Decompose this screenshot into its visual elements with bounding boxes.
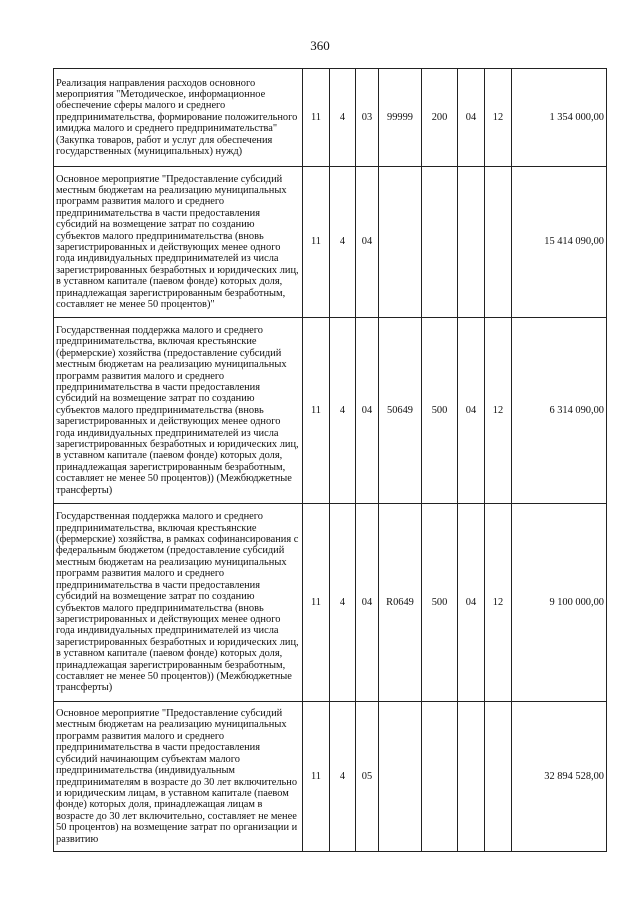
cell-subsection: 12 <box>485 318 512 504</box>
cell-amount: 1 354 000,00 <box>512 69 607 167</box>
cell-section: 04 <box>458 69 485 167</box>
cell-subsection <box>485 167 512 318</box>
cell-subsection: 12 <box>485 69 512 167</box>
cell-subprogram: 4 <box>330 69 356 167</box>
cell-direction: R0649 <box>379 504 422 702</box>
row-description: Реализация направления расходов основного мероприятия "Методическое, информационное обеспечение сферы малого и среднего предпринимательства, формирование положительного имиджа малого и среднего предпринимательства" (Закупка товаров, работ и услуг для обеспечения государственных (муниципальных) нужд) <box>54 69 303 167</box>
table-row <box>54 504 607 702</box>
cell-main-event: 04 <box>356 504 379 702</box>
cell-expense-type <box>422 167 458 318</box>
cell-expense-type: 500 <box>422 318 458 504</box>
cell-section <box>458 167 485 318</box>
cell-direction <box>379 702 422 852</box>
cell-section: 04 <box>458 318 485 504</box>
cell-expense-type: 500 <box>422 504 458 702</box>
cell-program: 11 <box>303 702 330 852</box>
budget-table <box>53 68 607 852</box>
cell-program: 11 <box>303 69 330 167</box>
table-row <box>54 167 607 318</box>
cell-direction <box>379 167 422 318</box>
cell-section <box>458 702 485 852</box>
table-row <box>54 69 607 167</box>
row-description: Основное мероприятие "Предоставление субсидий местным бюджетам на реализацию муниципальных программ развития малого и среднего предпринимательства в части предоставления субсидий на возмещение затрат по созданию субъектов малого предпринимательства (вновь зарегистрированных и действующих менее одного года индивидуальных предпринимателей из числа зарегистрированных безработных и юридических лиц, в уставном капитале (паевом фонде) которых доля, принадлежащая зарегистрированным безработным, составляет не менее 50 процентов)" <box>54 167 303 318</box>
table-row <box>54 702 607 852</box>
row-description: Основное мероприятие "Предоставление субсидий местным бюджетам на реализацию муниципальных программ развития малого и среднего предпринимательства в части предоставления субсидий начинающим субъектам малого предпринимательства (индивидуальным предпринимателям в возрасте до 30 лет включительно и юридическим лицам, в уставном капитале (паевом фонде) которых доля, принадлежащая лицам в возрасте до 30 лет включительно, составляет не менее 50 процентов) на возмещение затрат по организации и развитию <box>54 702 303 852</box>
cell-subsection <box>485 702 512 852</box>
cell-direction: 50649 <box>379 318 422 504</box>
cell-main-event: 04 <box>356 318 379 504</box>
cell-subsection: 12 <box>485 504 512 702</box>
cell-subprogram: 4 <box>330 167 356 318</box>
cell-main-event: 03 <box>356 69 379 167</box>
cell-program: 11 <box>303 318 330 504</box>
cell-amount: 32 894 528,00 <box>512 702 607 852</box>
cell-subprogram: 4 <box>330 504 356 702</box>
cell-amount: 6 314 090,00 <box>512 318 607 504</box>
row-description: Государственная поддержка малого и среднего предпринимательства, включая крестьянские (фермерские) хозяйства, в рамках софинансирования с федеральным бюджетом (предоставление субсидий местным бюджетам на реализацию муниципальных программ развития малого и среднего предпринимательства в части предоставления субсидий на возмещение затрат по созданию субъектов малого предпринимательства (вновь зарегистрированных и действующих менее одного года индивидуальных предпринимателей из числа зарегистрированных безработных и юридических лиц, в уставном капитале (паевом фонде) которых доля, принадлежащая зарегистрированным безработным, составляет не менее 50 процентов)) (Межбюджетные трансферты) <box>54 504 303 702</box>
cell-subprogram: 4 <box>330 702 356 852</box>
table-row <box>54 318 607 504</box>
cell-program: 11 <box>303 167 330 318</box>
page-number: 360 <box>310 38 330 53</box>
cell-amount: 9 100 000,00 <box>512 504 607 702</box>
cell-subprogram: 4 <box>330 318 356 504</box>
cell-main-event: 05 <box>356 702 379 852</box>
cell-section: 04 <box>458 504 485 702</box>
cell-main-event: 04 <box>356 167 379 318</box>
cell-expense-type <box>422 702 458 852</box>
row-description: Государственная поддержка малого и среднего предпринимательства, включая крестьянские (фермерские) хозяйства (предоставление субсидий местным бюджетам на реализацию муниципальных программ развития малого и среднего предпринимательства в части предоставления субсидий на возмещение затрат по созданию субъектов малого предпринимательства (вновь зарегистрированных и действующих менее одного года индивидуальных предпринимателей из числа зарегистрированных безработных и юридических лиц, в уставном капитале (паевом фонде) которых доля, принадлежащая зарегистрированным безработным, составляет не менее 50 процентов)) (Межбюджетные трансферты) <box>54 318 303 504</box>
cell-amount: 15 414 090,00 <box>512 167 607 318</box>
cell-program: 11 <box>303 504 330 702</box>
cell-expense-type: 200 <box>422 69 458 167</box>
cell-direction: 99999 <box>379 69 422 167</box>
